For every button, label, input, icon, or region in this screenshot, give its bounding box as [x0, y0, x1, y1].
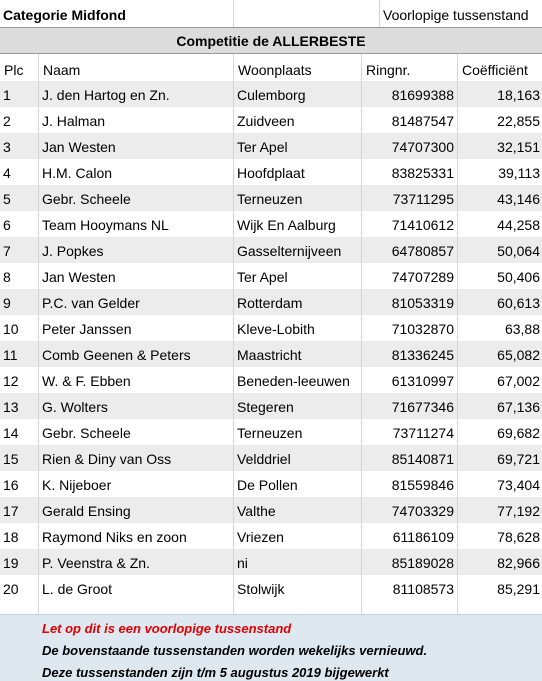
cell-name: Comb Geenen & Peters [39, 341, 234, 367]
cell-coefficient: 22,855 [497, 113, 540, 129]
cell-place: 18 [0, 523, 39, 549]
cell-city: Terneuzen [234, 185, 362, 211]
cell-place: 10 [0, 315, 39, 341]
cell-coefficient: 60,613 [497, 295, 540, 311]
cell-city: Stegeren [234, 393, 362, 419]
cell-city: Terneuzen [234, 419, 362, 445]
competition-row [0, 27, 542, 54]
cell-ring-number: 81699388 [362, 81, 458, 107]
cell-name: Raymond Niks en zoon [39, 523, 234, 549]
cell-city: Stolwijk [234, 575, 362, 601]
cell-coefficient: 69,682 [497, 425, 540, 441]
cell-city: Culemborg [234, 81, 362, 107]
empty-cell [0, 601, 39, 614]
table-row [0, 419, 542, 445]
cell-city: Gasselternijveen [234, 237, 362, 263]
empty-cell [362, 601, 458, 614]
cell-city: Wijk En Aalburg [234, 211, 362, 237]
note-weekly-update: De bovenstaande tussenstanden worden wekelijks vernieuwd. [42, 643, 428, 658]
cell-name: P.C. van Gelder [39, 289, 234, 315]
cell-place: 16 [0, 471, 39, 497]
cell-coefficient: 77,192 [497, 503, 540, 519]
cell-place: 9 [0, 289, 39, 315]
cell-coefficient: 73,404 [497, 477, 540, 493]
table-row [0, 263, 542, 289]
cell-city: Vriezen [234, 523, 362, 549]
cell-ring-number: 81487547 [362, 107, 458, 133]
category-title: Categorie Midfond [0, 0, 234, 27]
table-row [0, 445, 542, 471]
table-row [0, 133, 542, 159]
cell-place: 6 [0, 211, 39, 237]
cell-coefficient: 32,151 [497, 139, 540, 155]
column-header-row [0, 54, 542, 81]
cell-place: 17 [0, 497, 39, 523]
column-header-plc: Plc [0, 54, 39, 81]
cell-ring-number: 81053319 [362, 289, 458, 315]
empty-row [0, 601, 542, 614]
cell-city: Valthe [234, 497, 362, 523]
cell-name: J. den Hartog en Zn. [39, 81, 234, 107]
cell-name: P. Veenstra & Zn. [39, 549, 234, 575]
table-row [0, 211, 542, 237]
cell-name: Gerald Ensing [39, 497, 234, 523]
cell-ring-number: 74703329 [362, 497, 458, 523]
cell-coefficient: 67,136 [497, 399, 540, 415]
table-row [0, 107, 542, 133]
cell-place: 11 [0, 341, 39, 367]
cell-city: Hoofdplaat [234, 159, 362, 185]
table-row [0, 289, 542, 315]
cell-ring-number: 71677346 [362, 393, 458, 419]
cell-name: K. Nijeboer [39, 471, 234, 497]
cell-coefficient: 50,064 [497, 243, 540, 259]
cell-place: 2 [0, 107, 39, 133]
cell-name: Jan Westen [39, 133, 234, 159]
cell-city: ni [234, 549, 362, 575]
table-row [0, 81, 542, 107]
cell-place: 1 [0, 81, 39, 107]
cell-coefficient: 67,002 [497, 373, 540, 389]
table-row [0, 471, 542, 497]
cell-name: W. & F. Ebben [39, 367, 234, 393]
cell-city: Ter Apel [234, 133, 362, 159]
cell-city: Maastricht [234, 341, 362, 367]
cell-ring-number: 81559846 [362, 471, 458, 497]
cell-place: 7 [0, 237, 39, 263]
cell-place: 4 [0, 159, 39, 185]
table-row [0, 315, 542, 341]
empty-cell [39, 601, 234, 614]
cell-coefficient: 78,628 [497, 529, 540, 545]
cell-ring-number: 71032870 [362, 315, 458, 341]
cell-name: Jan Westen [39, 263, 234, 289]
cell-name: Rien & Diny van Oss [39, 445, 234, 471]
cell-ring-number: 74707300 [362, 133, 458, 159]
cell-place: 3 [0, 133, 39, 159]
cell-coefficient: 69,721 [497, 451, 540, 467]
cell-city: Ter Apel [234, 263, 362, 289]
table-row [0, 341, 542, 367]
note-warning: Let op dit is een voorlopige tussenstand [42, 621, 292, 636]
cell-city: Velddriel [234, 445, 362, 471]
cell-coefficient: 85,291 [497, 581, 540, 597]
cell-ring-number: 85189028 [362, 549, 458, 575]
notes-panel [0, 614, 542, 681]
cell-name: Peter Janssen [39, 315, 234, 341]
table-row [0, 393, 542, 419]
cell-ring-number: 73711274 [362, 419, 458, 445]
title-row [0, 0, 542, 27]
cell-place: 5 [0, 185, 39, 211]
column-header-coefficient: Coëfficiënt [462, 62, 528, 78]
cell-city: Rotterdam [234, 289, 362, 315]
cell-ring-number: 73711295 [362, 185, 458, 211]
cell-name: J. Halman [39, 107, 234, 133]
cell-name: Gebr. Scheele [39, 419, 234, 445]
table-row [0, 367, 542, 393]
column-header-city: Woonplaats [234, 54, 362, 81]
cell-name: H.M. Calon [39, 159, 234, 185]
cell-coefficient: 82,966 [497, 555, 540, 571]
empty-cell [234, 601, 362, 614]
cell-ring-number: 81336245 [362, 341, 458, 367]
cell-name: J. Popkes [39, 237, 234, 263]
cell-ring-number: 61186109 [362, 523, 458, 549]
cell-name: G. Wolters [39, 393, 234, 419]
table-row [0, 159, 542, 185]
table-row [0, 497, 542, 523]
cell-name: Gebr. Scheele [39, 185, 234, 211]
cell-ring-number: 81108573 [362, 575, 458, 601]
cell-place: 8 [0, 263, 39, 289]
table-row [0, 575, 542, 601]
cell-city: Zuidveen [234, 107, 362, 133]
table-row [0, 549, 542, 575]
cell-city: De Pollen [234, 471, 362, 497]
cell-coefficient: 44,258 [497, 217, 540, 233]
cell-place: 20 [0, 575, 39, 601]
table-row [0, 185, 542, 211]
cell-place: 14 [0, 419, 39, 445]
cell-place: 12 [0, 367, 39, 393]
cell-coefficient: 65,082 [497, 347, 540, 363]
table-row [0, 237, 542, 263]
cell-ring-number: 85140871 [362, 445, 458, 471]
cell-ring-number: 83825331 [362, 159, 458, 185]
column-header-ring: Ringnr. [362, 54, 458, 81]
cell-coefficient: 39,113 [498, 165, 540, 181]
empty-cell [234, 0, 380, 27]
cell-coefficient: 43,146 [497, 191, 540, 207]
note-last-updated: Deze tussenstanden zijn t/m 5 augustus 2019 bijgewerkt [42, 665, 389, 680]
cell-name: L. de Groot [39, 575, 234, 601]
cell-place: 15 [0, 445, 39, 471]
cell-ring-number: 61310997 [362, 367, 458, 393]
column-header-name: Naam [39, 54, 234, 81]
cell-coefficient: 18,163 [497, 87, 540, 103]
cell-ring-number: 64780857 [362, 237, 458, 263]
cell-city: Beneden-leeuwen [234, 367, 362, 393]
cell-coefficient: 63,88 [504, 321, 540, 337]
competition-title: Competitie de ALLERBESTE [176, 33, 366, 49]
cell-city: Kleve-Lobith [234, 315, 362, 341]
cell-place: 19 [0, 549, 39, 575]
cell-ring-number: 74707289 [362, 263, 458, 289]
table-row [0, 523, 542, 549]
cell-ring-number: 71410612 [362, 211, 458, 237]
cell-coefficient: 50,406 [497, 269, 540, 285]
status-label: Voorlopige tussenstand [383, 7, 529, 23]
cell-name: Team Hooymans NL [39, 211, 234, 237]
cell-place: 13 [0, 393, 39, 419]
